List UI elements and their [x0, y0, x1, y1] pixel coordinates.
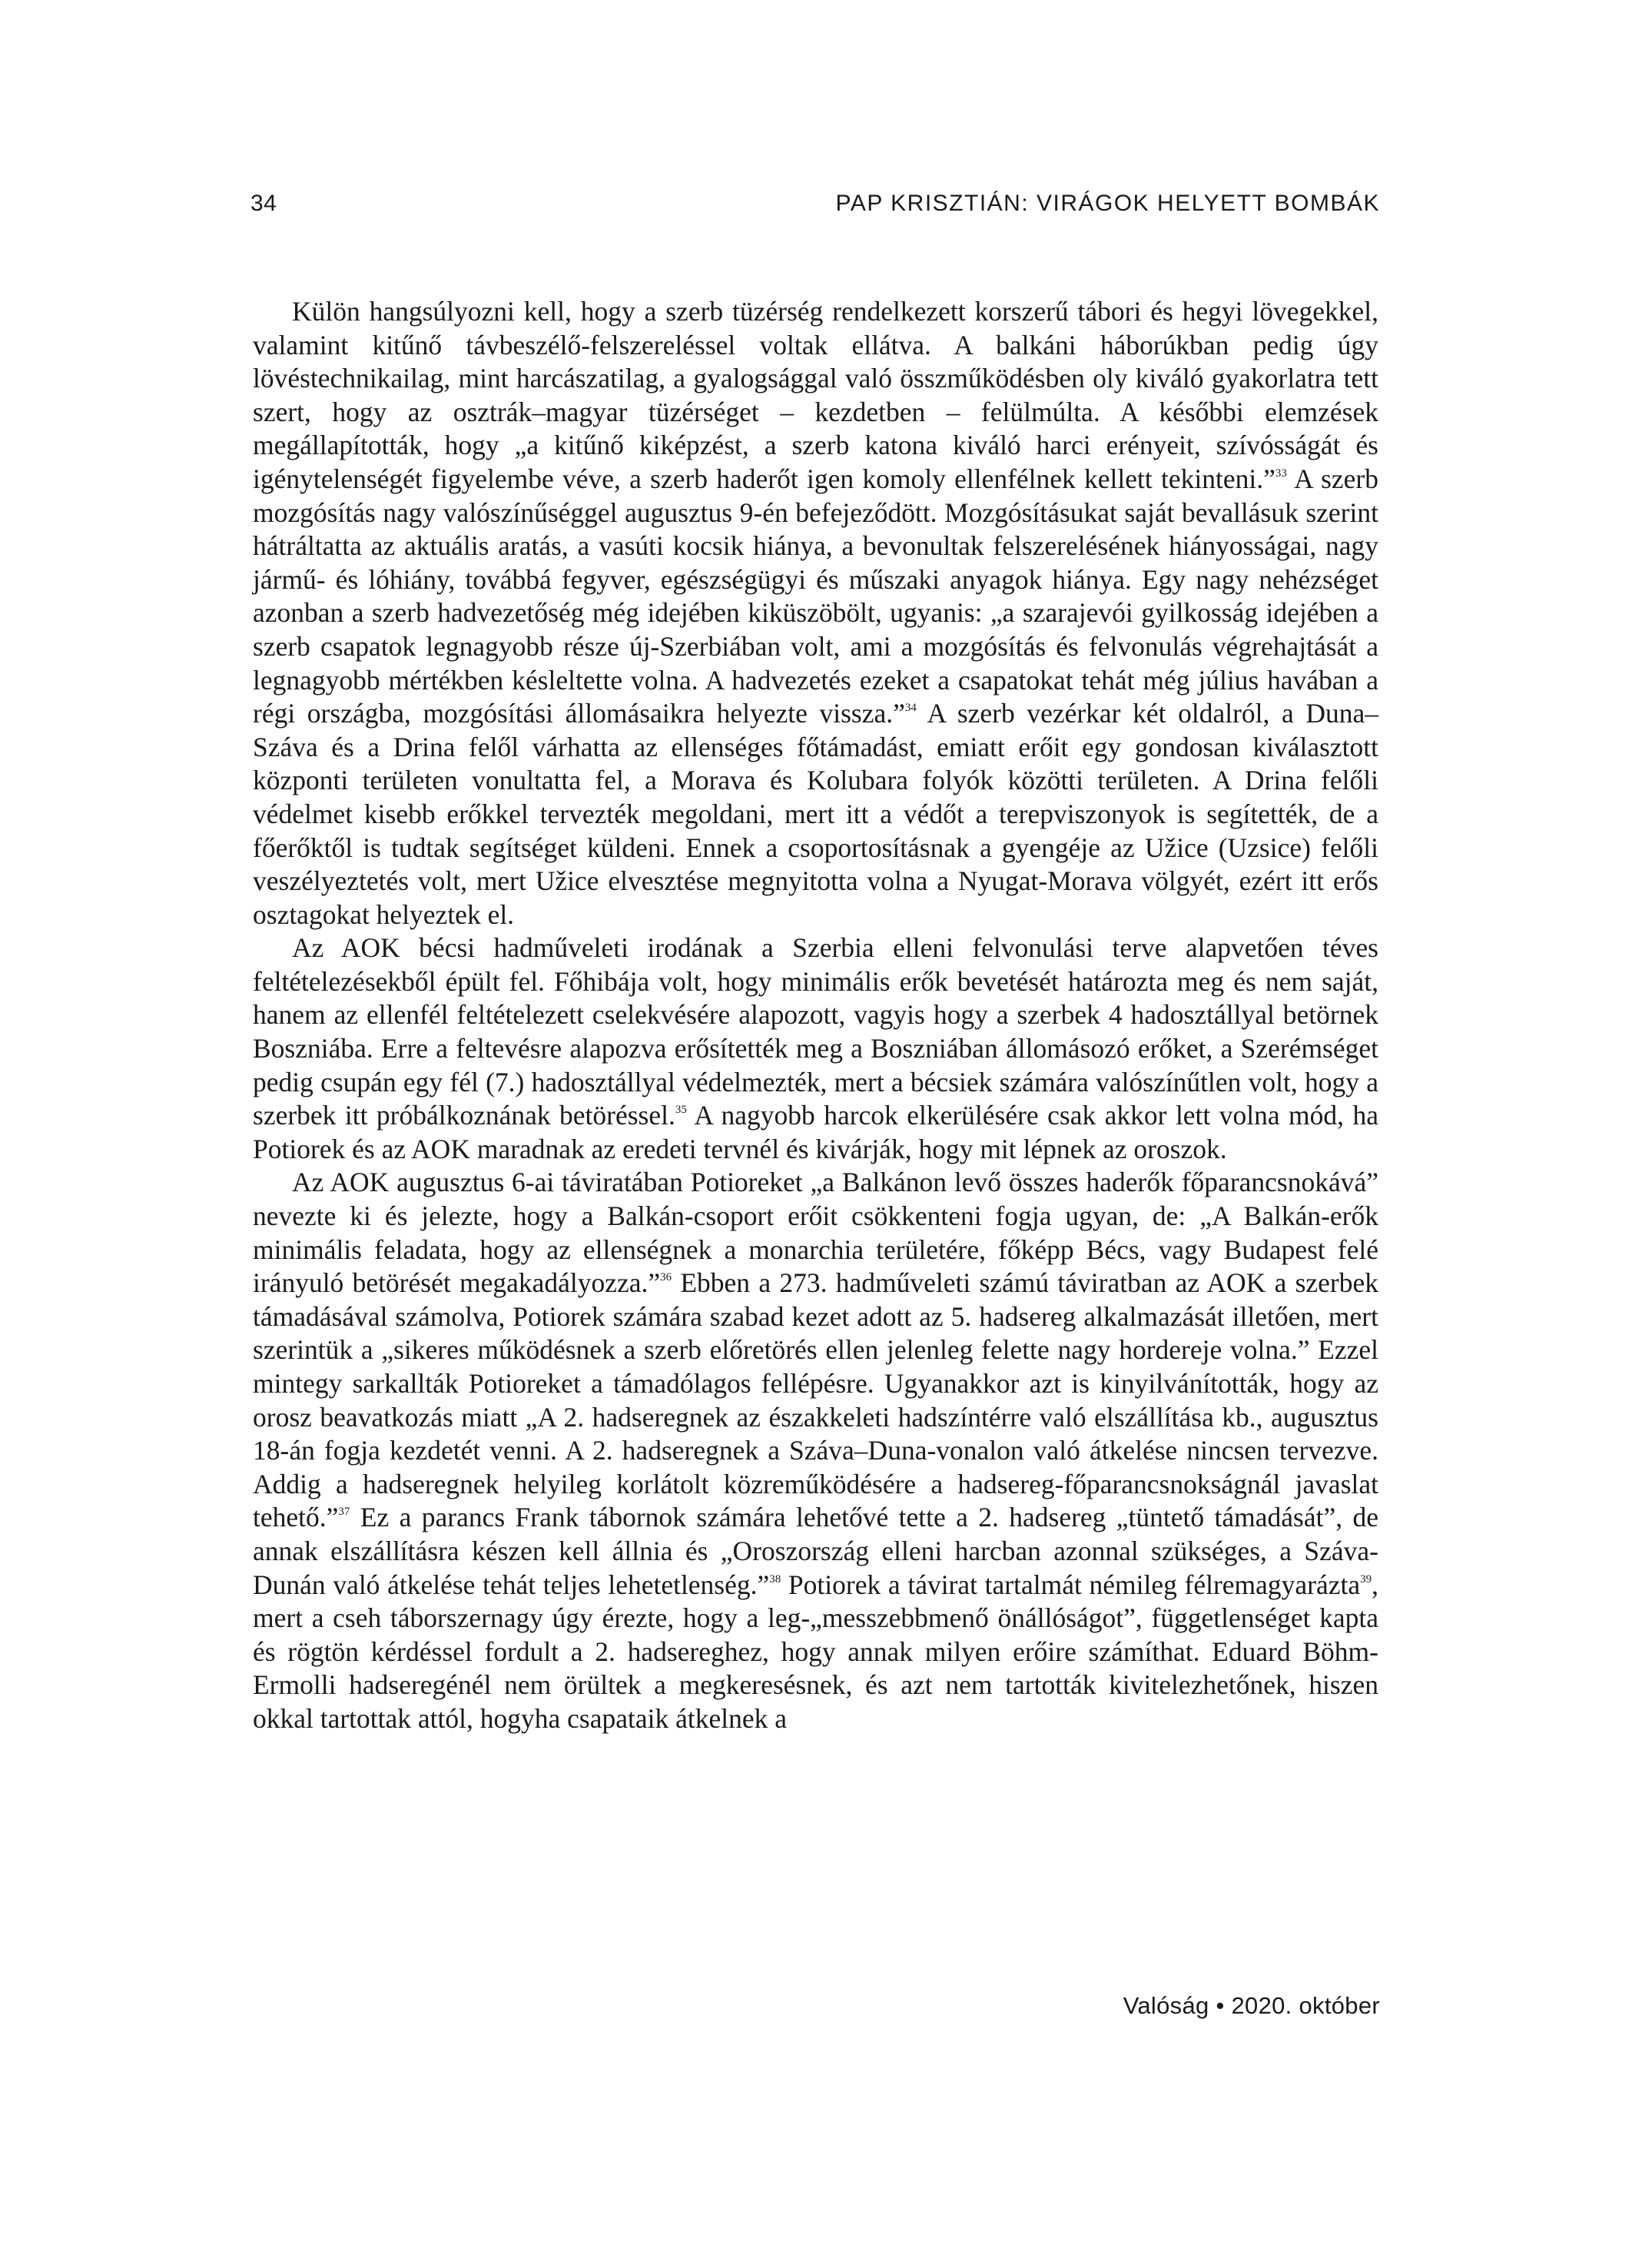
text-run: A szerb mozgósítás nagy valószínűséggel augusztus 9-én befejeződött. Mozgósításukat saját bevallásuk szerint hátráltatta az aktuális aratás, a vasúti kocsik hiánya, a bevonultak felszerelésének hiányosságai, nagy jármű- és lóhiány, továbbá fegyver, egészségügyi és műszaki anyagok hiánya. Egy nagy nehézséget azonban a szerb hadvezetőség még idejében kiküszöbölt, ugyanis: „a szarajevói gyilkosság idejében a szerb csapatok legnagyobb része új-Szerbiában volt, ami a mozgósítás és felvonulás végrehajtását a legnagyobb mértékben késleltette volna. A hadvezetés ezeket a csapatokat tehát még július havában a régi országba, mozgósítási állomásaikra helyezte vissza.” [253, 463, 1378, 729]
text-run: Potiorek a távirat tartalmát némileg félremagyarázta [781, 1569, 1361, 1600]
text-run: Az AOK augusztus 6-ai táviratában Potioreket „a Balkánon levő összes haderők főparancsnokává” nevezte ki és jelezte, hogy a Balkán-csoport erőit csökkenteni fogja ugyan, de: „A Balkán-erők minimális feladata, hogy az ellenségnek a monarchia területére, főképp Bécs, vagy Budapest felé irányuló betörését megakadályozza.” [253, 1167, 1378, 1299]
footnote-ref-38: 38 [769, 1572, 781, 1586]
text-run: A nagyobb harcok elkerülésére csak akkor lett volna mód, ha Potiorek és az AOK maradnak az eredeti tervnél és kivárják, hogy mit lépnek az oroszok. [253, 1100, 1378, 1164]
text-run: , mert a cseh táborszernagy úgy érezte, hogy a leg-„messzebbmenő önállóságot”, függetlenséget kapta és rögtön kérdéssel fordult a 2. hadsereghez, hogy annak milyen erőire számíthat. Eduard Böhm-Ermolli hadseregénél nem örültek a megkeresésnek, és azt nem tartották kivitelezhetőnek, hiszen okkal tartottak attól, hogyha csapataik átkelnek a [253, 1569, 1378, 1734]
paragraph [253, 931, 1378, 1166]
text-run: Ebben a 273. hadműveleti számú táviratban az AOK a szerbek támadásával számolva, Potiorek számára szabad kezet adott az 5. hadsereg alkalmazását illetően, mert szerintük a „sikeres működésnek a szerb előretörés ellen jelenleg felette nagy hordereje volna.” Ezzel mintegy sarkallták Potioreket a támadólagos fellépésre. Ugyanakkor azt is kinyilvánították, hogy az orosz beavatkozás miatt „A 2. hadseregnek az északkeleti hadszíntérre való elszállítása kb., augusztus 18-án fogja kezdetét venni. A 2. hadseregnek a Száva–Duna-vonalon való átkelése nincsen tervezve. Addig a hadseregnek helyileg korlátolt közreműködésére a hadsereg-főparancsnokságnál javaslat tehető.” [253, 1267, 1378, 1533]
footnote-ref-39: 39 [1360, 1572, 1372, 1586]
running-header [250, 191, 1380, 221]
footnote-ref-35: 35 [675, 1104, 687, 1117]
footnote-ref-36: 36 [660, 1271, 672, 1284]
footnote-ref-33: 33 [1275, 467, 1287, 480]
text-run: Az AOK bécsi hadműveleti irodának a Szerbia elleni felvonulási terve alapvetően téves feltételezésekből épült fel. Főhibája volt, hogy minimális erők bevetését határozta meg és nem saját, hanem az ellenfél feltételezett cselekvésére alapozott, vagyis hogy a szerbek 4 hadosztállyal betörnek Boszniába. Erre a feltevésre alapozva erősítették meg a Boszniában állomásozó erőket, a Szerémséget pedig csupán egy fél (7.) hadosztállyal védelmezték, mert a bécsiek számára valószínűtlen volt, hogy a szerbek itt próbálkoznának betöréssel. [253, 932, 1378, 1131]
article-body [253, 295, 1378, 1736]
text-run: Külön hangsúlyozni kell, hogy a szerb tüzérség rendelkezett korszerű tábori és hegyi lövegekkel, valamint kitűnő távbeszélő-felszereléssel voltak ellátva. A balkáni háborúkban pedig úgy lövéstechnikailag, mint harcászatilag, a gyalogsággal való összműködésben oly kiváló gyakorlatra tett szert, hogy az osztrák–magyar tüzérséget – kezdetben – felülmúlta. A későbbi elemzések megállapították, hogy „a kitűnő kiképzést, a szerb katona kiváló harci erényeit, szívósságát és igénytelenségét figyelembe véve, a szerb haderőt igen komoly ellenfélnek kellett tekinteni.” [253, 296, 1378, 494]
footnote-ref-34: 34 [904, 702, 917, 715]
page-footer: Valóság • 2020. október [1123, 1992, 1380, 2019]
footnote-ref-37: 37 [338, 1506, 350, 1519]
text-run: Ez a parancs Frank tábornok számára lehetővé tette a 2. hadsereg „tüntető támadását”, de annak elszállításra készen kell állnia és „Oroszország elleni harcban azonnal szükséges, a Száva-Dunán való átkelése tehát teljes lehetetlenség.” [253, 1502, 1378, 1600]
text-run: A szerb vezérkar két oldalról, a Duna–Száva és a Drina felől várhatta az ellenséges főtámadást, emiatt erőit egy gondosan kiválasztott központi területen vonultatta fel, a Morava és Kolubara folyók közötti területen. A Drina felőli védelmet kisebb erőkkel tervezték megoldani, mert itt a védőt a terepviszonyok is segítették, de a főerőktől is tudtak segítséget küldeni. Ennek a csoportosításnak a gyengéje az Užice (Uzsice) felőli veszélyeztetés volt, mert Užice elvesztése megnyitotta volna a Nyugat-Morava völgyét, ezért itt erős osztagokat helyeztek el. [253, 698, 1378, 930]
paragraph [253, 295, 1378, 931]
running-title: PAP KRISZTIÁN: VIRÁGOK HELYETT BOMBÁK [835, 191, 1380, 216]
page-number: 34 [250, 191, 277, 216]
paragraph [253, 1166, 1378, 1735]
